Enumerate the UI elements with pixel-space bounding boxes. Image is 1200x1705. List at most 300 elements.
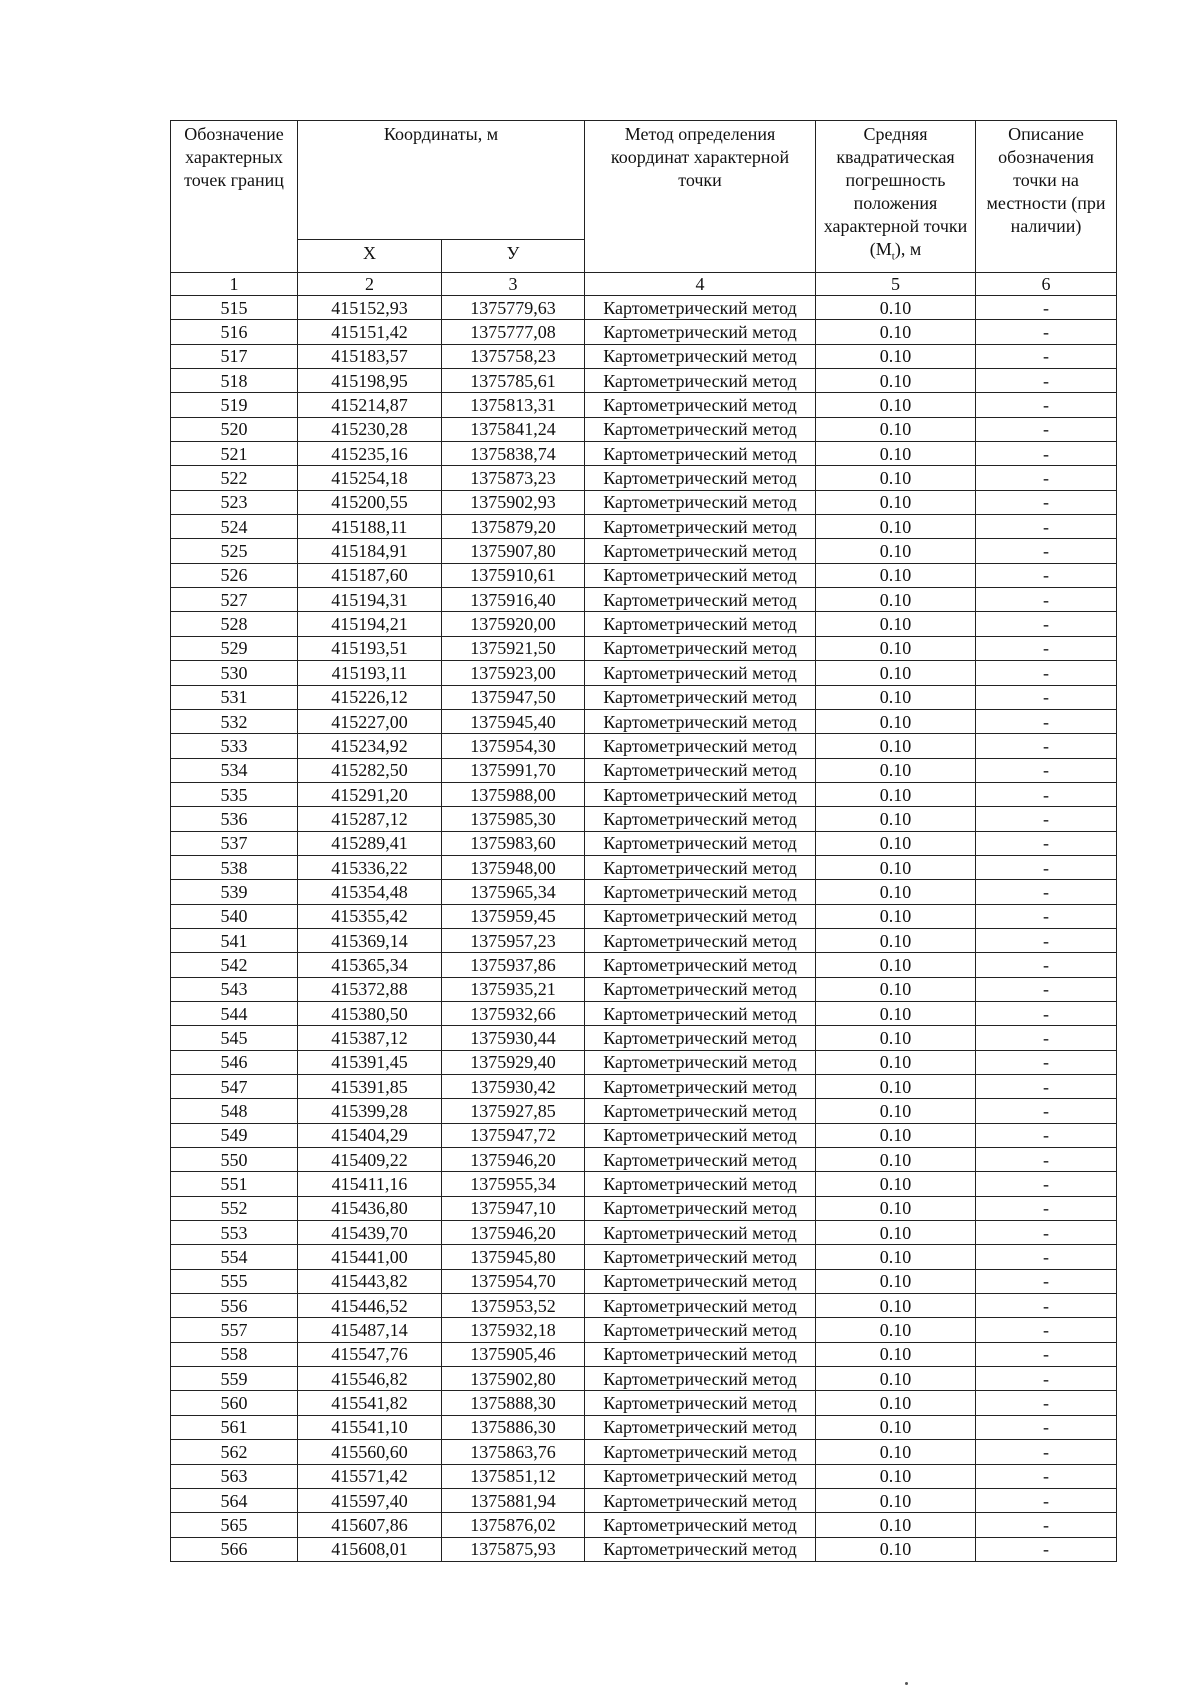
point-number-cell: 538 bbox=[171, 855, 298, 879]
table-row bbox=[171, 1001, 1117, 1025]
point-number-cell: 535 bbox=[171, 782, 298, 806]
table-row bbox=[171, 782, 1117, 806]
y-coordinate-cell: 1375937,86 bbox=[442, 953, 585, 977]
y-coordinate-cell: 1375879,20 bbox=[442, 515, 585, 539]
table-row bbox=[171, 1391, 1117, 1415]
y-coordinate-cell: 1375955,34 bbox=[442, 1172, 585, 1196]
description-cell: - bbox=[976, 1488, 1117, 1512]
table-row bbox=[171, 977, 1117, 1001]
method-cell: Картометрический метод bbox=[585, 588, 816, 612]
header-description: Описание обозначения точки на местности (при наличии) bbox=[976, 121, 1117, 273]
mean-error-cell: 0.10 bbox=[816, 685, 976, 709]
description-cell: - bbox=[976, 1415, 1117, 1439]
x-coordinate-cell: 415336,22 bbox=[298, 855, 442, 879]
mean-error-cell: 0.10 bbox=[816, 807, 976, 831]
mean-error-cell: 0.10 bbox=[816, 1318, 976, 1342]
description-cell: - bbox=[976, 563, 1117, 587]
mean-error-cell: 0.10 bbox=[816, 515, 976, 539]
mean-error-cell: 0.10 bbox=[816, 612, 976, 636]
mean-error-cell: 0.10 bbox=[816, 1513, 976, 1537]
description-cell: - bbox=[976, 612, 1117, 636]
x-coordinate-cell: 415391,85 bbox=[298, 1075, 442, 1099]
y-coordinate-cell: 1375875,93 bbox=[442, 1537, 585, 1561]
x-coordinate-cell: 415152,93 bbox=[298, 296, 442, 320]
point-number-cell: 544 bbox=[171, 1001, 298, 1025]
point-number-cell: 537 bbox=[171, 831, 298, 855]
mean-error-cell: 0.10 bbox=[816, 466, 976, 490]
table-row bbox=[171, 393, 1117, 417]
method-cell: Картометрический метод bbox=[585, 563, 816, 587]
y-coordinate-cell: 1375920,00 bbox=[442, 612, 585, 636]
method-cell: Картометрический метод bbox=[585, 953, 816, 977]
mean-error-cell: 0.10 bbox=[816, 1099, 976, 1123]
mean-error-cell: 0.10 bbox=[816, 1440, 976, 1464]
table-row bbox=[171, 1318, 1117, 1342]
x-coordinate-cell: 415541,10 bbox=[298, 1415, 442, 1439]
x-coordinate-cell: 415369,14 bbox=[298, 928, 442, 952]
description-cell: - bbox=[976, 1050, 1117, 1074]
mean-error-cell: 0.10 bbox=[816, 1391, 976, 1415]
x-coordinate-cell: 415597,40 bbox=[298, 1488, 442, 1512]
y-coordinate-cell: 1375947,72 bbox=[442, 1123, 585, 1147]
y-coordinate-cell: 1375902,80 bbox=[442, 1367, 585, 1391]
mean-error-cell: 0.10 bbox=[816, 490, 976, 514]
table-row bbox=[171, 1221, 1117, 1245]
x-coordinate-cell: 415560,60 bbox=[298, 1440, 442, 1464]
description-cell: - bbox=[976, 1294, 1117, 1318]
mean-error-cell: 0.10 bbox=[816, 661, 976, 685]
x-coordinate-cell: 415227,00 bbox=[298, 709, 442, 733]
y-coordinate-cell: 1375945,40 bbox=[442, 709, 585, 733]
table-row bbox=[171, 1513, 1117, 1537]
mean-error-cell: 0.10 bbox=[816, 636, 976, 660]
y-coordinate-cell: 1375851,12 bbox=[442, 1464, 585, 1488]
x-coordinate-cell: 415234,92 bbox=[298, 734, 442, 758]
table-row bbox=[171, 369, 1117, 393]
x-coordinate-cell: 415235,16 bbox=[298, 442, 442, 466]
y-coordinate-cell: 1375888,30 bbox=[442, 1391, 585, 1415]
method-cell: Картометрический метод bbox=[585, 636, 816, 660]
table-row bbox=[171, 417, 1117, 441]
y-coordinate-cell: 1375923,00 bbox=[442, 661, 585, 685]
table-row bbox=[171, 320, 1117, 344]
mean-error-cell: 0.10 bbox=[816, 1245, 976, 1269]
x-coordinate-cell: 415441,00 bbox=[298, 1245, 442, 1269]
description-cell: - bbox=[976, 1513, 1117, 1537]
header-method: Метод определения координат характерной точки bbox=[585, 121, 816, 273]
description-cell: - bbox=[976, 1440, 1117, 1464]
description-cell: - bbox=[976, 685, 1117, 709]
method-cell: Картометрический метод bbox=[585, 1415, 816, 1439]
method-cell: Картометрический метод bbox=[585, 661, 816, 685]
method-cell: Картометрический метод bbox=[585, 758, 816, 782]
method-cell: Картометрический метод bbox=[585, 1196, 816, 1220]
y-coordinate-cell: 1375916,40 bbox=[442, 588, 585, 612]
method-cell: Картометрический метод bbox=[585, 807, 816, 831]
mean-error-cell: 0.10 bbox=[816, 1148, 976, 1172]
y-coordinate-cell: 1375935,21 bbox=[442, 977, 585, 1001]
y-coordinate-cell: 1375948,00 bbox=[442, 855, 585, 879]
description-cell: - bbox=[976, 1001, 1117, 1025]
point-number-cell: 548 bbox=[171, 1099, 298, 1123]
x-coordinate-cell: 415571,42 bbox=[298, 1464, 442, 1488]
point-number-cell: 523 bbox=[171, 490, 298, 514]
x-coordinate-cell: 415183,57 bbox=[298, 344, 442, 368]
description-cell: - bbox=[976, 1537, 1117, 1561]
point-number-cell: 551 bbox=[171, 1172, 298, 1196]
point-number-cell: 553 bbox=[171, 1221, 298, 1245]
x-coordinate-cell: 415230,28 bbox=[298, 417, 442, 441]
table-row bbox=[171, 612, 1117, 636]
point-number-cell: 532 bbox=[171, 709, 298, 733]
method-cell: Картометрический метод bbox=[585, 417, 816, 441]
table-row bbox=[171, 490, 1117, 514]
point-number-cell: 541 bbox=[171, 928, 298, 952]
table-row bbox=[171, 466, 1117, 490]
mean-error-cell: 0.10 bbox=[816, 1488, 976, 1512]
y-coordinate-cell: 1375930,42 bbox=[442, 1075, 585, 1099]
description-cell: - bbox=[976, 758, 1117, 782]
column-number: 5 bbox=[816, 273, 976, 296]
point-number-cell: 549 bbox=[171, 1123, 298, 1147]
description-cell: - bbox=[976, 1123, 1117, 1147]
x-coordinate-cell: 415188,11 bbox=[298, 515, 442, 539]
x-coordinate-cell: 415446,52 bbox=[298, 1294, 442, 1318]
method-cell: Картометрический метод bbox=[585, 1026, 816, 1050]
table-row bbox=[171, 442, 1117, 466]
table-row bbox=[171, 1196, 1117, 1220]
description-cell: - bbox=[976, 539, 1117, 563]
description-cell: - bbox=[976, 442, 1117, 466]
point-number-cell: 550 bbox=[171, 1148, 298, 1172]
x-coordinate-cell: 415404,29 bbox=[298, 1123, 442, 1147]
method-cell: Картометрический метод bbox=[585, 831, 816, 855]
mean-error-cell: 0.10 bbox=[816, 1123, 976, 1147]
description-cell: - bbox=[976, 490, 1117, 514]
column-number: 6 bbox=[976, 273, 1117, 296]
mean-error-cell: 0.10 bbox=[816, 344, 976, 368]
table-row bbox=[171, 636, 1117, 660]
method-cell: Картометрический метод bbox=[585, 1148, 816, 1172]
mean-error-cell: 0.10 bbox=[816, 904, 976, 928]
method-cell: Картометрический метод bbox=[585, 1342, 816, 1366]
y-coordinate-cell: 1375946,20 bbox=[442, 1148, 585, 1172]
table-body bbox=[171, 296, 1117, 1562]
mean-error-cell: 0.10 bbox=[816, 1537, 976, 1561]
y-coordinate-cell: 1375841,24 bbox=[442, 417, 585, 441]
description-cell: - bbox=[976, 1172, 1117, 1196]
description-cell: - bbox=[976, 661, 1117, 685]
mean-error-cell: 0.10 bbox=[816, 1269, 976, 1293]
x-coordinate-cell: 415187,60 bbox=[298, 563, 442, 587]
x-coordinate-cell: 415287,12 bbox=[298, 807, 442, 831]
y-coordinate-cell: 1375910,61 bbox=[442, 563, 585, 587]
header-x: X bbox=[298, 240, 442, 273]
y-coordinate-cell: 1375929,40 bbox=[442, 1050, 585, 1074]
y-coordinate-cell: 1375758,23 bbox=[442, 344, 585, 368]
mean-error-cell: 0.10 bbox=[816, 1294, 976, 1318]
description-cell: - bbox=[976, 1075, 1117, 1099]
x-coordinate-cell: 415391,45 bbox=[298, 1050, 442, 1074]
point-number-cell: 530 bbox=[171, 661, 298, 685]
x-coordinate-cell: 415291,20 bbox=[298, 782, 442, 806]
x-coordinate-cell: 415372,88 bbox=[298, 977, 442, 1001]
point-number-cell: 524 bbox=[171, 515, 298, 539]
description-cell: - bbox=[976, 782, 1117, 806]
point-number-cell: 519 bbox=[171, 393, 298, 417]
y-coordinate-cell: 1375965,34 bbox=[442, 880, 585, 904]
method-cell: Картометрический метод bbox=[585, 1245, 816, 1269]
point-number-cell: 515 bbox=[171, 296, 298, 320]
mean-error-cell: 0.10 bbox=[816, 953, 976, 977]
y-coordinate-cell: 1375777,08 bbox=[442, 320, 585, 344]
table-row bbox=[171, 1415, 1117, 1439]
method-cell: Картометрический метод bbox=[585, 1294, 816, 1318]
x-coordinate-cell: 415200,55 bbox=[298, 490, 442, 514]
method-cell: Картометрический метод bbox=[585, 1001, 816, 1025]
y-coordinate-cell: 1375813,31 bbox=[442, 393, 585, 417]
table-row bbox=[171, 904, 1117, 928]
table-row bbox=[171, 563, 1117, 587]
method-cell: Картометрический метод bbox=[585, 1050, 816, 1074]
method-cell: Картометрический метод bbox=[585, 1123, 816, 1147]
mean-error-cell: 0.10 bbox=[816, 758, 976, 782]
y-coordinate-cell: 1375930,44 bbox=[442, 1026, 585, 1050]
point-number-cell: 545 bbox=[171, 1026, 298, 1050]
x-coordinate-cell: 415439,70 bbox=[298, 1221, 442, 1245]
method-cell: Картометрический метод bbox=[585, 1440, 816, 1464]
y-coordinate-cell: 1375902,93 bbox=[442, 490, 585, 514]
x-coordinate-cell: 415387,12 bbox=[298, 1026, 442, 1050]
header-mean-error: Средняя квадратическая погрешность положения характерной точки $(М_t)$, м bbox=[816, 121, 976, 273]
x-coordinate-cell: 415546,82 bbox=[298, 1367, 442, 1391]
y-coordinate-cell: 1375985,30 bbox=[442, 807, 585, 831]
method-cell: Картометрический метод bbox=[585, 1537, 816, 1561]
point-number-cell: 531 bbox=[171, 685, 298, 709]
y-coordinate-cell: 1375959,45 bbox=[442, 904, 585, 928]
x-coordinate-cell: 415184,91 bbox=[298, 539, 442, 563]
point-number-cell: 529 bbox=[171, 636, 298, 660]
x-coordinate-cell: 415355,42 bbox=[298, 904, 442, 928]
table-row bbox=[171, 1440, 1117, 1464]
x-coordinate-cell: 415193,11 bbox=[298, 661, 442, 685]
method-cell: Картометрический метод bbox=[585, 1488, 816, 1512]
x-coordinate-cell: 415282,50 bbox=[298, 758, 442, 782]
table-row bbox=[171, 296, 1117, 320]
description-cell: - bbox=[976, 1026, 1117, 1050]
y-coordinate-cell: 1375927,85 bbox=[442, 1099, 585, 1123]
table-row bbox=[171, 661, 1117, 685]
column-number: 3 bbox=[442, 273, 585, 296]
point-number-cell: 534 bbox=[171, 758, 298, 782]
x-coordinate-cell: 415194,31 bbox=[298, 588, 442, 612]
mean-error-cell: 0.10 bbox=[816, 417, 976, 441]
point-number-cell: 539 bbox=[171, 880, 298, 904]
description-cell: - bbox=[976, 709, 1117, 733]
y-coordinate-cell: 1375947,10 bbox=[442, 1196, 585, 1220]
mean-error-cell: 0.10 bbox=[816, 1075, 976, 1099]
description-cell: - bbox=[976, 1221, 1117, 1245]
x-coordinate-cell: 415399,28 bbox=[298, 1099, 442, 1123]
description-cell: - bbox=[976, 417, 1117, 441]
table-row bbox=[171, 880, 1117, 904]
mean-error-cell: 0.10 bbox=[816, 831, 976, 855]
description-cell: - bbox=[976, 1148, 1117, 1172]
x-coordinate-cell: 415409,22 bbox=[298, 1148, 442, 1172]
coordinates-table bbox=[170, 120, 1117, 1562]
x-coordinate-cell: 415214,87 bbox=[298, 393, 442, 417]
point-number-cell: 521 bbox=[171, 442, 298, 466]
description-cell: - bbox=[976, 1269, 1117, 1293]
mean-error-cell: 0.10 bbox=[816, 928, 976, 952]
y-coordinate-cell: 1375863,76 bbox=[442, 1440, 585, 1464]
method-cell: Картометрический метод bbox=[585, 880, 816, 904]
description-cell: - bbox=[976, 588, 1117, 612]
table-row bbox=[171, 1464, 1117, 1488]
y-coordinate-cell: 1375876,02 bbox=[442, 1513, 585, 1537]
point-number-cell: 546 bbox=[171, 1050, 298, 1074]
mean-error-cell: 0.10 bbox=[816, 1026, 976, 1050]
description-cell: - bbox=[976, 831, 1117, 855]
method-cell: Картометрический метод bbox=[585, 612, 816, 636]
method-cell: Картометрический метод bbox=[585, 855, 816, 879]
description-cell: - bbox=[976, 904, 1117, 928]
description-cell: - bbox=[976, 1367, 1117, 1391]
y-coordinate-cell: 1375954,30 bbox=[442, 734, 585, 758]
method-cell: Картометрический метод bbox=[585, 782, 816, 806]
point-number-cell: 547 bbox=[171, 1075, 298, 1099]
point-number-cell: 555 bbox=[171, 1269, 298, 1293]
mean-error-cell: 0.10 bbox=[816, 1367, 976, 1391]
x-coordinate-cell: 415193,51 bbox=[298, 636, 442, 660]
method-cell: Картометрический метод bbox=[585, 1172, 816, 1196]
mean-error-cell: 0.10 bbox=[816, 393, 976, 417]
point-number-cell: 520 bbox=[171, 417, 298, 441]
x-coordinate-cell: 415254,18 bbox=[298, 466, 442, 490]
table-row bbox=[171, 1245, 1117, 1269]
method-cell: Картометрический метод bbox=[585, 369, 816, 393]
method-cell: Картометрический метод bbox=[585, 515, 816, 539]
y-coordinate-cell: 1375947,50 bbox=[442, 685, 585, 709]
mean-error-cell: 0.10 bbox=[816, 442, 976, 466]
method-cell: Картометрический метод bbox=[585, 685, 816, 709]
table-row bbox=[171, 1294, 1117, 1318]
description-cell: - bbox=[976, 1318, 1117, 1342]
y-coordinate-cell: 1375945,80 bbox=[442, 1245, 585, 1269]
mean-error-cell: 0.10 bbox=[816, 369, 976, 393]
mean-error-cell: 0.10 bbox=[816, 1050, 976, 1074]
description-cell: - bbox=[976, 1464, 1117, 1488]
x-coordinate-cell: 415411,16 bbox=[298, 1172, 442, 1196]
description-cell: - bbox=[976, 344, 1117, 368]
description-cell: - bbox=[976, 636, 1117, 660]
table-row bbox=[171, 344, 1117, 368]
y-coordinate-cell: 1375991,70 bbox=[442, 758, 585, 782]
method-cell: Картометрический метод bbox=[585, 1464, 816, 1488]
x-coordinate-cell: 415436,80 bbox=[298, 1196, 442, 1220]
x-coordinate-cell: 415443,82 bbox=[298, 1269, 442, 1293]
table-row bbox=[171, 685, 1117, 709]
method-cell: Картометрический метод bbox=[585, 393, 816, 417]
description-cell: - bbox=[976, 1196, 1117, 1220]
method-cell: Картометрический метод bbox=[585, 977, 816, 1001]
header-y: У bbox=[442, 240, 585, 273]
x-coordinate-cell: 415194,21 bbox=[298, 612, 442, 636]
table-row bbox=[171, 758, 1117, 782]
y-coordinate-cell: 1375932,66 bbox=[442, 1001, 585, 1025]
header-coordinates: Координаты, м bbox=[298, 121, 585, 240]
method-cell: Картометрический метод bbox=[585, 1099, 816, 1123]
description-cell: - bbox=[976, 296, 1117, 320]
y-coordinate-cell: 1375881,94 bbox=[442, 1488, 585, 1512]
table-row bbox=[171, 1123, 1117, 1147]
x-coordinate-cell: 415380,50 bbox=[298, 1001, 442, 1025]
table-row bbox=[171, 1148, 1117, 1172]
mean-error-cell: 0.10 bbox=[816, 855, 976, 879]
point-number-cell: 565 bbox=[171, 1513, 298, 1537]
description-cell: - bbox=[976, 977, 1117, 1001]
table-row bbox=[171, 1026, 1117, 1050]
point-number-cell: 560 bbox=[171, 1391, 298, 1415]
point-number-cell: 517 bbox=[171, 344, 298, 368]
method-cell: Картометрический метод bbox=[585, 539, 816, 563]
mean-error-cell: 0.10 bbox=[816, 1196, 976, 1220]
point-number-cell: 566 bbox=[171, 1537, 298, 1561]
mean-error-cell: 0.10 bbox=[816, 782, 976, 806]
table-row bbox=[171, 855, 1117, 879]
y-coordinate-cell: 1375988,00 bbox=[442, 782, 585, 806]
y-coordinate-cell: 1375954,70 bbox=[442, 1269, 585, 1293]
x-coordinate-cell: 415365,34 bbox=[298, 953, 442, 977]
x-coordinate-cell: 415198,95 bbox=[298, 369, 442, 393]
x-coordinate-cell: 415541,82 bbox=[298, 1391, 442, 1415]
point-number-cell: 533 bbox=[171, 734, 298, 758]
description-cell: - bbox=[976, 1099, 1117, 1123]
point-number-cell: 556 bbox=[171, 1294, 298, 1318]
x-coordinate-cell: 415289,41 bbox=[298, 831, 442, 855]
table-row bbox=[171, 515, 1117, 539]
x-coordinate-cell: 415547,76 bbox=[298, 1342, 442, 1366]
y-coordinate-cell: 1375946,20 bbox=[442, 1221, 585, 1245]
x-coordinate-cell: 415354,48 bbox=[298, 880, 442, 904]
y-coordinate-cell: 1375983,60 bbox=[442, 831, 585, 855]
description-cell: - bbox=[976, 953, 1117, 977]
method-cell: Картометрический метод bbox=[585, 344, 816, 368]
method-cell: Картометрический метод bbox=[585, 296, 816, 320]
x-coordinate-cell: 415226,12 bbox=[298, 685, 442, 709]
method-cell: Картометрический метод bbox=[585, 709, 816, 733]
description-cell: - bbox=[976, 320, 1117, 344]
method-cell: Картометрический метод bbox=[585, 442, 816, 466]
method-cell: Картометрический метод bbox=[585, 490, 816, 514]
method-cell: Картометрический метод bbox=[585, 1269, 816, 1293]
description-cell: - bbox=[976, 1391, 1117, 1415]
table-row bbox=[171, 1050, 1117, 1074]
table-row bbox=[171, 709, 1117, 733]
mean-error-cell: 0.10 bbox=[816, 1415, 976, 1439]
description-cell: - bbox=[976, 855, 1117, 879]
method-cell: Картометрический метод bbox=[585, 1221, 816, 1245]
description-cell: - bbox=[976, 369, 1117, 393]
table-row bbox=[171, 1488, 1117, 1512]
table-row bbox=[171, 953, 1117, 977]
description-cell: - bbox=[976, 1245, 1117, 1269]
y-coordinate-cell: 1375953,52 bbox=[442, 1294, 585, 1318]
mean-error-cell: 0.10 bbox=[816, 320, 976, 344]
point-number-cell: 564 bbox=[171, 1488, 298, 1512]
point-number-cell: 518 bbox=[171, 369, 298, 393]
table-row bbox=[171, 1342, 1117, 1366]
